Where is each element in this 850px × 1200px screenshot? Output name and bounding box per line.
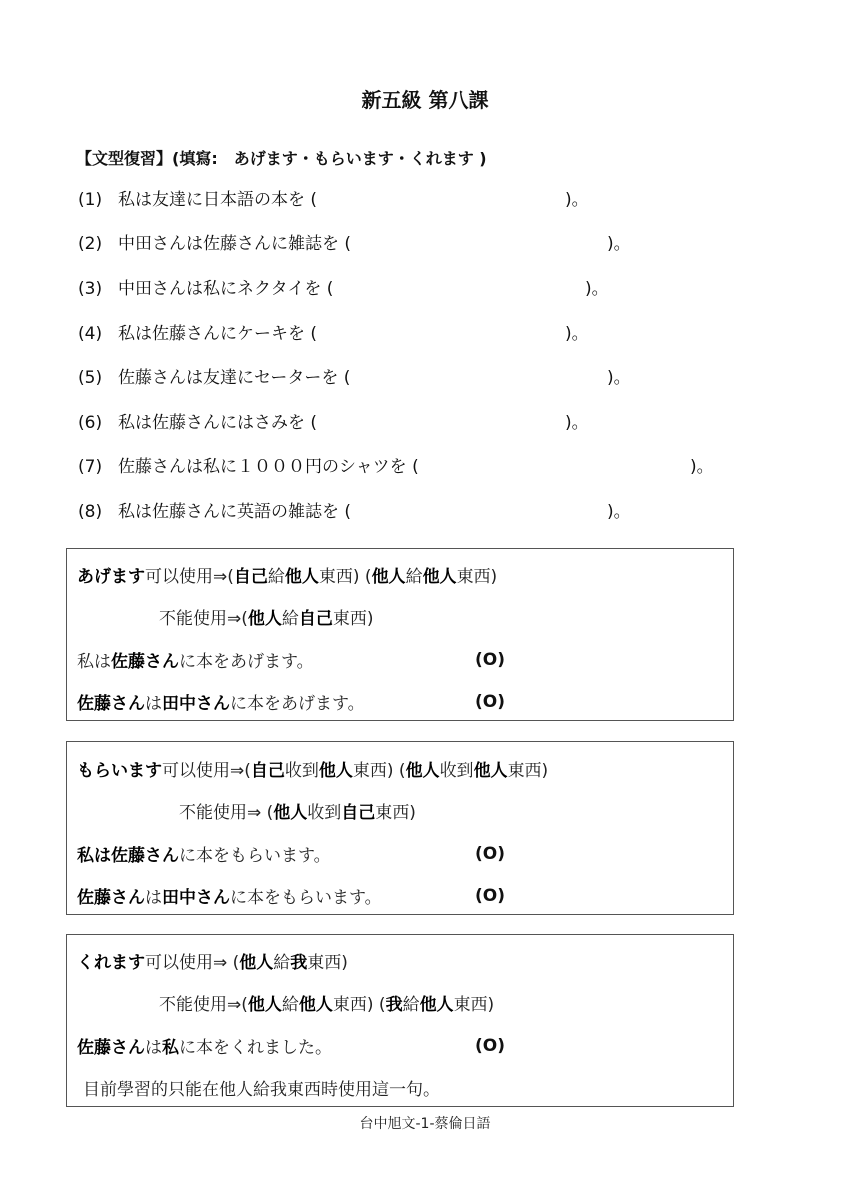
text-segment: 給 xyxy=(402,995,420,1015)
question-item xyxy=(78,321,589,347)
question-text: 私は佐藤さんに英語の雑誌を ( xyxy=(118,502,352,522)
emphasis-text: 我 xyxy=(385,995,403,1015)
question-close: )。 xyxy=(690,457,714,477)
emphasis-text: もらいます xyxy=(77,761,162,781)
rule-line xyxy=(77,951,348,975)
emphasis-text: 佐藤さん xyxy=(77,888,145,908)
rule-line xyxy=(77,650,314,674)
emphasis-text: 他人 xyxy=(422,567,457,587)
question-item xyxy=(78,365,631,391)
question-number: (1) xyxy=(78,190,103,210)
question-number: (5) xyxy=(78,368,103,388)
question-close: )。 xyxy=(607,368,631,388)
page-title: 新五級 第八課 xyxy=(361,88,489,112)
text-segment: 不能使用⇒ ( xyxy=(179,803,274,823)
text-segment: 東西) ( xyxy=(332,995,386,1015)
text-segment: 私は xyxy=(77,652,111,672)
section-heading: 【文型復習】(填寫: あげます・もらいます・くれます ) xyxy=(76,149,487,168)
emphasis-text: 他人 xyxy=(405,761,440,781)
question-number: (6) xyxy=(78,413,103,433)
rule-line xyxy=(159,607,374,631)
correct-mark: (O) xyxy=(475,844,505,864)
emphasis-text: 他人 xyxy=(247,609,282,629)
rule-line xyxy=(77,886,382,910)
text-segment: 東西) xyxy=(453,995,495,1015)
text-segment: 給 xyxy=(273,953,291,973)
text-segment: は xyxy=(145,888,162,908)
correct-mark: (O) xyxy=(475,886,505,906)
text-segment: は xyxy=(145,1038,162,1058)
text-segment: 可以使用⇒( xyxy=(162,761,251,781)
emphasis-text: 他人 xyxy=(247,995,282,1015)
emphasis-text: 私は xyxy=(77,846,111,866)
rule-line xyxy=(159,993,494,1017)
text-segment: 目前學習的只能在他人給我東西時使用這一句。 xyxy=(83,1080,440,1100)
question-item xyxy=(78,499,631,525)
question-text: 私は佐藤さんにケーキを ( xyxy=(118,324,318,344)
question-number: (3) xyxy=(78,279,103,299)
emphasis-text: あげます xyxy=(77,567,145,587)
text-segment: に本をあげます。 xyxy=(230,694,365,714)
text-segment: 給 xyxy=(281,609,299,629)
emphasis-text: 自己 xyxy=(298,609,333,629)
emphasis-text: 他人 xyxy=(419,995,454,1015)
question-text: 私は友達に日本語の本を ( xyxy=(118,190,318,210)
question-text: 佐藤さんは私に１０００円のシャツを ( xyxy=(118,457,419,477)
kuremasu-box xyxy=(66,934,734,1107)
text-segment: 給 xyxy=(405,567,423,587)
emphasis-text: 他人 xyxy=(371,567,406,587)
text-segment: 可以使用⇒( xyxy=(145,567,234,587)
text-segment: 不能使用⇒( xyxy=(159,609,248,629)
text-segment: 收到 xyxy=(307,803,342,823)
question-number: (7) xyxy=(78,457,103,477)
text-segment: に本をもらいます。 xyxy=(230,888,382,908)
text-segment: に本をくれました。 xyxy=(179,1038,332,1058)
emphasis-text: 田中さん xyxy=(162,694,230,714)
correct-mark: (O) xyxy=(475,692,505,712)
question-item xyxy=(78,231,631,257)
question-item xyxy=(78,410,589,436)
emphasis-text: 佐藤さん xyxy=(111,652,179,672)
text-segment: 可以使用⇒ ( xyxy=(145,953,240,973)
emphasis-text: 他人 xyxy=(298,995,333,1015)
rule-line xyxy=(179,801,416,825)
rule-line xyxy=(77,565,497,589)
question-item xyxy=(78,276,609,302)
rule-line xyxy=(77,1036,332,1060)
question-close: )。 xyxy=(585,279,609,299)
text-segment: は xyxy=(145,694,162,714)
emphasis-text: 佐藤さん xyxy=(77,1038,145,1058)
emphasis-text: 佐藤さん xyxy=(111,846,179,866)
question-number: (4) xyxy=(78,324,103,344)
text-segment: 東西) xyxy=(507,761,549,781)
emphasis-text: 我 xyxy=(290,953,308,973)
question-close: )。 xyxy=(565,413,589,433)
correct-mark: (O) xyxy=(475,650,505,670)
question-text: 中田さんは佐藤さんに雑誌を ( xyxy=(118,234,352,254)
agemasu-box xyxy=(66,548,734,721)
moraimasu-box xyxy=(66,741,734,915)
text-segment: に本をあげます。 xyxy=(179,652,314,672)
text-segment: 東西) xyxy=(375,803,416,823)
emphasis-text: 他人 xyxy=(473,761,508,781)
emphasis-text: 他人 xyxy=(273,803,308,823)
rule-line xyxy=(77,692,365,716)
rule-line xyxy=(83,1078,440,1102)
emphasis-text: 他人 xyxy=(239,953,274,973)
question-item xyxy=(78,454,714,480)
text-segment: に本をもらいます。 xyxy=(179,846,331,866)
question-close: )。 xyxy=(565,324,589,344)
text-segment: 不能使用⇒( xyxy=(159,995,248,1015)
emphasis-text: 田中さん xyxy=(162,888,230,908)
question-text: 中田さんは私にネクタイを ( xyxy=(118,279,334,299)
text-segment: 東西) xyxy=(456,567,498,587)
page-footer: 台中旭文-1-蔡倫日語 xyxy=(359,1116,491,1132)
text-segment: 東西) ( xyxy=(352,761,406,781)
emphasis-text: 私 xyxy=(162,1038,179,1058)
question-number: (8) xyxy=(78,502,103,522)
emphasis-text: 自己 xyxy=(250,761,285,781)
emphasis-text: くれます xyxy=(77,953,145,973)
emphasis-text: 自己 xyxy=(341,803,376,823)
text-segment: 東西) ( xyxy=(318,567,372,587)
question-text: 私は佐藤さんにはさみを ( xyxy=(118,413,318,433)
question-close: )。 xyxy=(607,234,631,254)
text-segment: 給 xyxy=(267,567,285,587)
emphasis-text: 他人 xyxy=(318,761,353,781)
rule-line xyxy=(77,844,331,868)
emphasis-text: 他人 xyxy=(284,567,319,587)
text-segment: 東西) xyxy=(332,609,374,629)
text-segment: 給 xyxy=(281,995,299,1015)
correct-mark: (O) xyxy=(475,1036,505,1056)
question-item xyxy=(78,187,589,213)
question-close: )。 xyxy=(565,190,589,210)
question-close: )。 xyxy=(607,502,631,522)
question-number: (2) xyxy=(78,234,103,254)
text-segment: 收到 xyxy=(439,761,474,781)
text-segment: 收到 xyxy=(284,761,319,781)
question-text: 佐藤さんは友達にセーターを ( xyxy=(118,368,351,388)
rule-line xyxy=(77,759,548,783)
text-segment: 東西) xyxy=(307,953,348,973)
emphasis-text: 自己 xyxy=(233,567,268,587)
emphasis-text: 佐藤さん xyxy=(77,694,145,714)
